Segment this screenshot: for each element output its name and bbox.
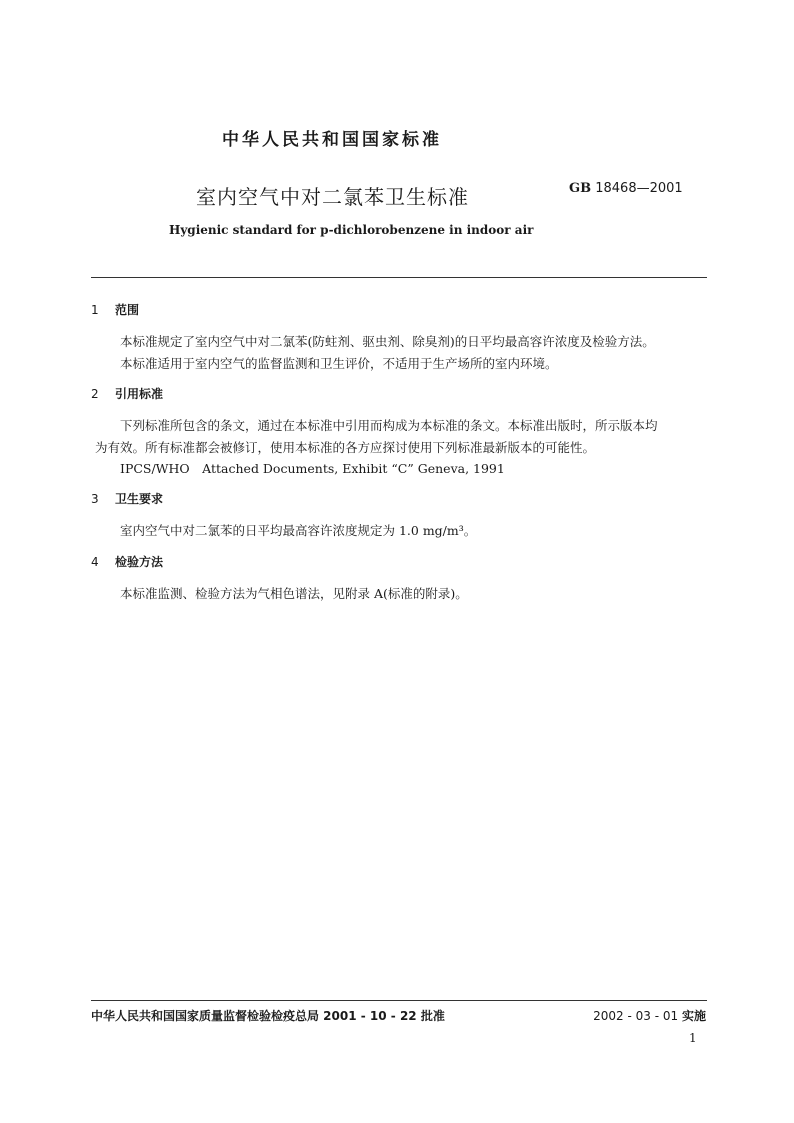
section-2-paragraph: 为有效。所有标准都会被修订，使用本标准的各方应探讨使用下列标准最新版本的可能性。	[95, 440, 596, 455]
page-number: 1	[689, 1031, 697, 1045]
english-title: Hygienic standard for p-dichlorobenzene in indoor air	[169, 223, 534, 237]
standard-number	[569, 181, 683, 196]
standard-prefix: GB	[569, 181, 592, 196]
issuing-authority: 中华人民共和国国家标准	[222, 130, 442, 150]
section-title: 范围	[115, 303, 140, 317]
section-number: 3	[91, 492, 99, 506]
section-2-heading	[91, 385, 163, 402]
section-4-paragraph: 本标准监测、检验方法为气相色谱法，见附录 A(标准的附录)。	[120, 586, 468, 601]
header-divider	[91, 277, 707, 278]
approval-line: 中华人民共和国国家质量监督检验检疫总局 2001 - 10 - 22 批准	[91, 1009, 445, 1023]
referenced-document: IPCS/WHO Attached Documents, Exhibit “C” Geneva, 1991	[120, 461, 505, 476]
section-2-paragraph: 下列标准所包含的条文，通过在本标准中引用而构成为本标准的条文。本标准出版时，所示版本均	[120, 418, 658, 433]
standard-title: 室内空气中对二氯苯卫生标准	[196, 185, 469, 209]
section-title: 引用标准	[115, 387, 164, 401]
effective-date: 2002 - 03 - 01	[593, 1009, 679, 1023]
section-number: 2	[91, 387, 99, 401]
section-number: 4	[91, 555, 99, 569]
section-title: 检验方法	[115, 555, 164, 569]
standard-code: 18468—2001	[595, 181, 683, 196]
section-3-heading	[91, 490, 163, 507]
effective-line	[593, 1007, 706, 1024]
footer-divider	[91, 1000, 707, 1001]
section-title: 卫生要求	[115, 492, 164, 506]
section-number: 1	[91, 303, 99, 317]
section-3-paragraph: 室内空气中对二氯苯的日平均最高容许浓度规定为 1.0 mg/m³。	[120, 523, 477, 538]
section-1-paragraph: 本标准规定了室内空气中对二氯苯(防蛀剂、驱虫剂、除臭剂)的日平均最高容许浓度及检验方法。	[120, 334, 655, 349]
effective-label: 实施	[681, 1009, 706, 1023]
section-4-heading	[91, 553, 163, 570]
section-1-heading	[91, 301, 139, 318]
section-1-paragraph: 本标准适用于室内空气的监督监测和卫生评价，不适用于生产场所的室内环境。	[120, 356, 558, 371]
